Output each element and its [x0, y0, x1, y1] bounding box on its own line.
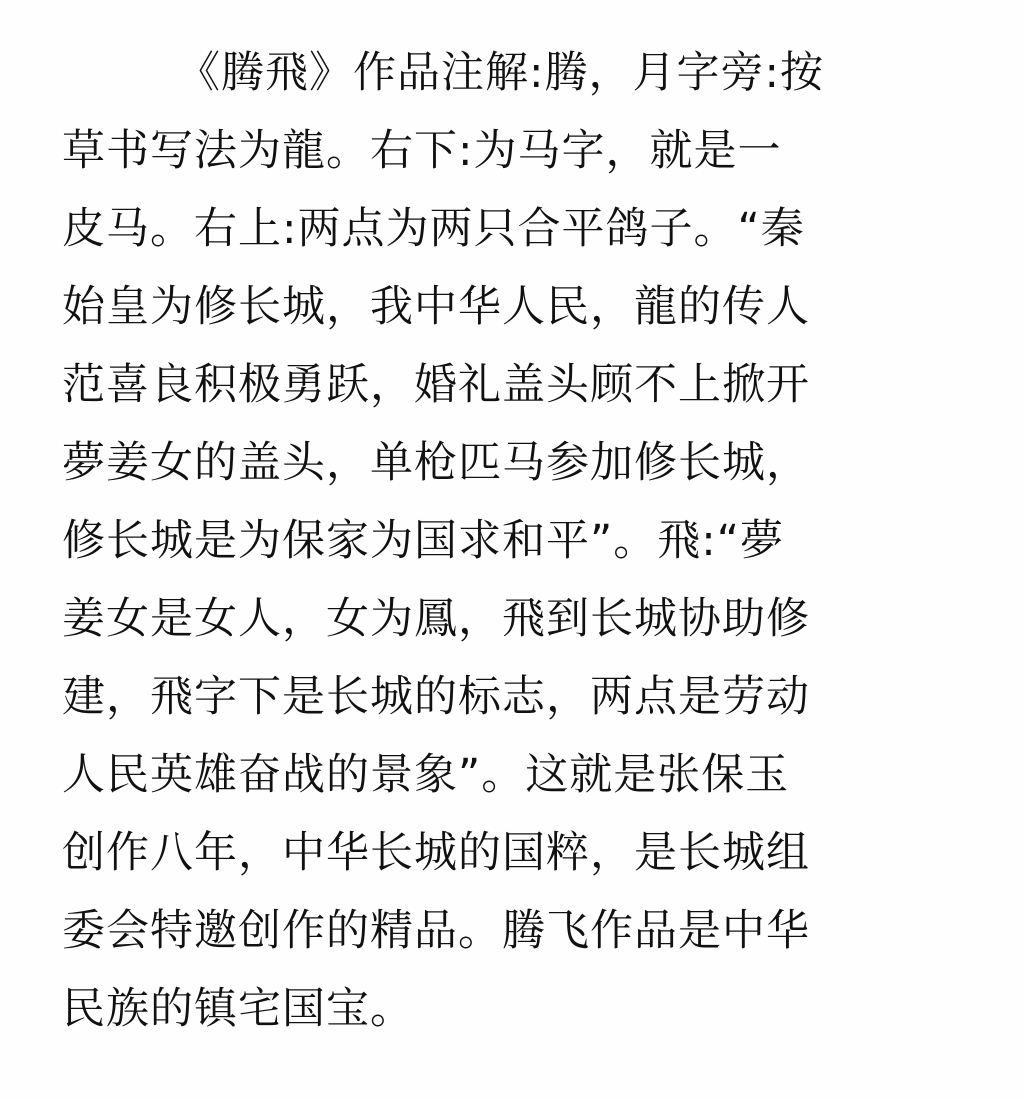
paragraph-line-4: 始皇为修长城，我中华人民，龍的传人 [62, 282, 810, 332]
paragraph-line-7: 修长城是为保家为国求和平”。飛:“夢 [62, 516, 785, 566]
paragraph-line-12: 委会特邀创作的精品。腾飞作品是中华 [62, 906, 810, 956]
paragraph-line-10: 人民英雄奋战的景象”。这就是张保玉 [62, 750, 790, 800]
paragraph-line-9: 建，飛字下是长城的标志，两点是劳动 [62, 672, 810, 722]
paragraph-line-1: 《腾飛》作品注解:腾，月字旁:按 [177, 48, 824, 98]
paragraph-line-3: 皮马。右上:两点为两只合平鸽子。“秦 [62, 204, 805, 254]
paragraph-line-11: 创作八年，中华长城的国粹，是长城组 [62, 828, 810, 878]
paragraph-line-5: 范喜良积极勇跃，婚礼盖头顾不上掀开 [62, 360, 810, 410]
annotation-paragraph [62, 38, 962, 1052]
paragraph-line-2: 草书写法为龍。右下:为马字，就是一 [62, 126, 782, 176]
paragraph-line-8: 姜女是女人，女为鳳，飛到长城协助修 [62, 594, 810, 644]
paragraph-line-13: 民族的镇宅国宝。 [62, 984, 414, 1034]
paragraph-line-6: 夢姜女的盖头，单枪匹马参加修长城， [62, 438, 810, 488]
